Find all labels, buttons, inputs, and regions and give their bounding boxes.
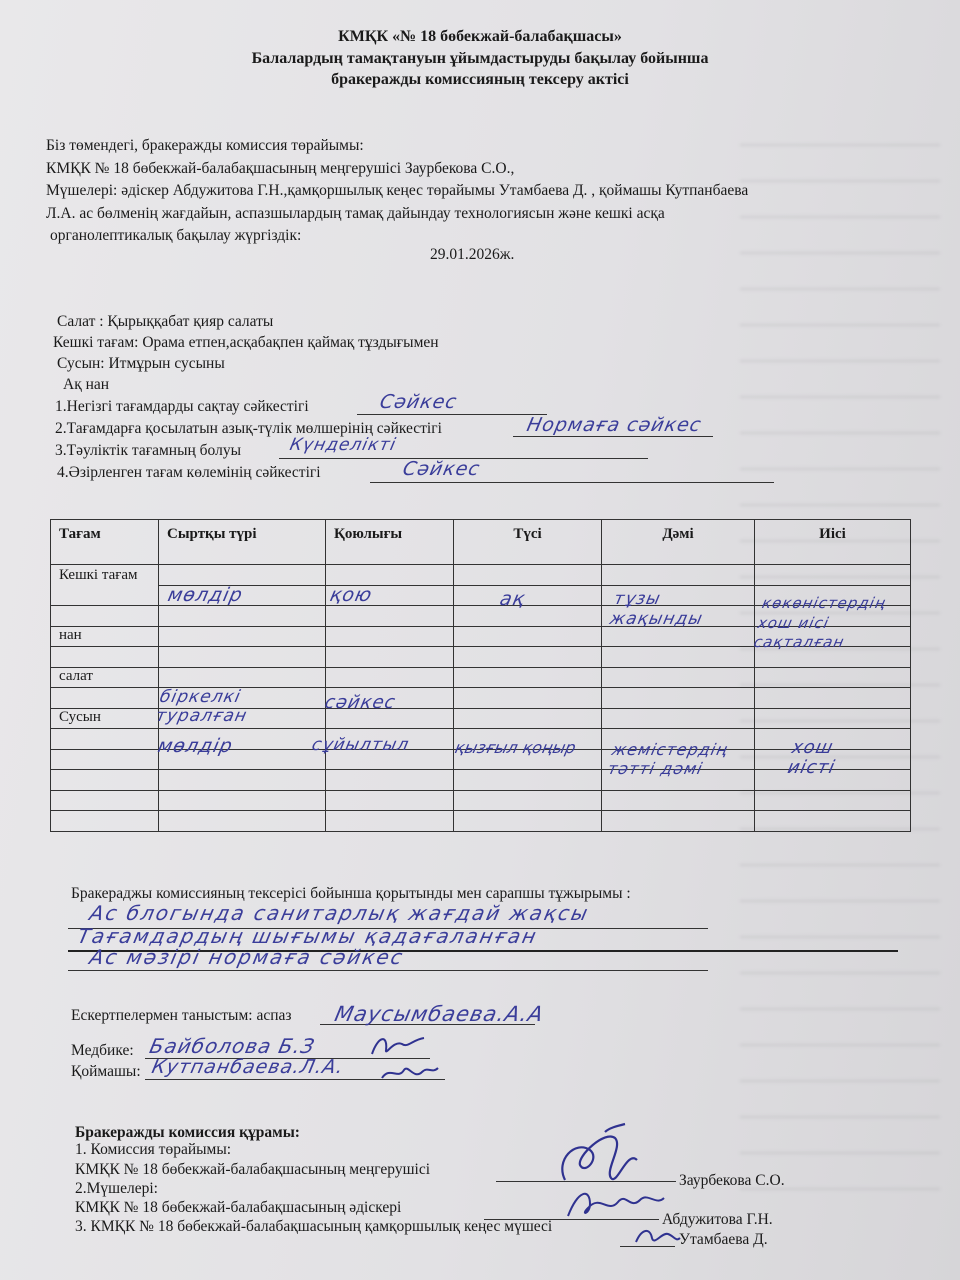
intro-line: Л.А. ас бөлменің жағдайын, аспазшылардың тамақ дайындау технологиясын және кешкі асқа [46,205,665,222]
cell-thickness-hw: сұйылтыл [309,735,412,755]
menu-drink: Сусын: Итмұрын сусыны [57,355,225,372]
conclusion-hw: Ас мәзірі нормаға сәйкес [87,945,407,969]
check-label: 1.Негізгі тағамдарды сақтау сәйкестігі [55,398,309,415]
table-header: Дәмі [602,520,755,565]
table-header: Түсі [454,520,602,565]
evaluation-table [50,519,911,832]
member-signature [632,1224,682,1248]
methodist-name: Абдужитова Г.Н. [662,1211,773,1228]
commission-line: 1. Комиссия төрайымы: [75,1141,232,1158]
cell-color-hw: ақ [497,588,528,610]
cell-thickness-hw: сәйкес [322,692,398,713]
doc-subtitle: бракеражды комиссияның тексеру актісі [331,71,629,88]
table-row [51,811,911,832]
commission-line: КМҚК № 18 бөбекжай-балабақшасының меңгерушісі [75,1161,431,1178]
storekeeper-signature-mark [380,1058,440,1086]
check-underline [370,482,774,483]
act-date: 29.01.2026ж. [430,246,515,263]
menu-bread: Ақ нан [63,376,110,393]
methodist-signature [560,1180,670,1225]
menu-salad: Салат : Қырыққабат қияр салаты [57,313,274,330]
intro-line: органолептикалық бақылау жүргіздік: [50,227,302,244]
row-dish-name: Кешкі тағам [51,565,159,606]
nurse-signature-mark [368,1030,428,1060]
nurse-label: Медбике: [71,1042,134,1059]
conclusion-hw: Ас блогында санитарлық жағдай жақсы [87,901,592,925]
table-row [51,565,911,586]
check-underline [357,414,547,415]
cell-taste-hw: жемістердің тәтті дәмі [605,740,731,779]
intro-line: КМҚК № 18 бөбекжай-балабақшасының меңгерушісі Заурбекова С.О., [46,160,515,177]
table-header: Тағам [51,520,159,565]
commission-line: 2.Мүшелері: [75,1180,158,1197]
table-header: Қоюлығы [326,520,454,565]
doc-org-title: КМҚК «№ 18 бөбекжай-балабақшасы» [338,28,622,45]
cell-smell-hw: хош иісті [785,737,838,778]
check-answer-hw: Сәйкес [377,391,460,413]
table-header-row [51,520,911,565]
check-answer-hw: Күнделікті [287,435,399,455]
cell-color-hw: қызғыл қоңыр [453,738,578,757]
cell-thickness-hw: қою [327,584,375,606]
nurse-signature-hw: Байболова Б.З [147,1034,318,1058]
intro-line: Мүшелері: әдіскер Абдужитова Г.Н.,қамқоршылық кеңес төрайымы Утамбаева Д. , қоймашы Кутпанбаева [46,182,749,199]
table-row [51,667,911,688]
cell-smell-hw: көкөністердің хош иісі сақталған [752,594,888,651]
conclusion-hw: Тағамдардың шығымы қадағаланған [75,924,541,948]
cell-appearance-hw: мөлдір [155,735,236,757]
member-name: Утамбаева Д. [679,1231,768,1248]
cell-appearance-hw: мөлдір [165,584,246,606]
doc-title: Балалардың тамақтануын ұйымдастыруды бақылау бойынша [251,50,709,67]
storekeeper-signature-hw: Кутпанбаева.Л.А. [149,1056,347,1078]
table-header: Сыртқы түрі [159,520,326,565]
row-dish-name: салат [51,667,159,688]
table-row [51,790,911,811]
conclusion-line [68,970,708,971]
menu-dinner: Кешкі тағам: Орама етпен,асқабақпен қаймақ тұздығымен [53,334,439,351]
conclusion-label: Бракераджы комиссияның тексерісі бойынша қорытынды мен сарапшы тұжырымы : [71,885,631,902]
table-header: Иісі [755,520,911,565]
table-row [51,770,911,791]
commission-line: 3. КМҚК № 18 бөбекжай-балабақшасының қамқоршылық кеңес мүшесі [75,1218,553,1235]
row-dish-name: Сусын [51,708,159,729]
check-answer-hw: Сәйкес [400,458,483,480]
check-underline [513,436,713,437]
storekeeper-label: Қоймашы: [71,1063,141,1080]
row-dish-name: нан [51,626,159,647]
check-answer-hw: Нормаға сәйкес [524,414,704,436]
cell-taste-hw: тұзы жақынды [607,589,705,629]
check-label: 2.Тағамдарға қосылатын азық-түлік мөлшерінің сәйкестігі [55,420,442,437]
commission-title: Бракеражды комиссия құрамы: [75,1124,300,1141]
cook-label: Ескертпелермен таныстым: аспаз [71,1007,292,1024]
chair-name: Заурбекова С.О. [679,1172,785,1189]
commission-line: КМҚК № 18 бөбекжай-балабақшасының әдіскері [75,1199,402,1216]
check-label: 4.Әзірленген тағам көлемінің сәйкестігі [57,464,321,481]
cook-signature-hw: Маусымбаева.А.А [332,1002,547,1026]
check-label: 3.Тәуліктік тағамның болуы [55,442,241,459]
cell-appearance-hw: біркелкі туралған [153,687,250,726]
intro-line: Біз төмендегі, бракеражды комиссия төрайымы: [46,137,364,154]
